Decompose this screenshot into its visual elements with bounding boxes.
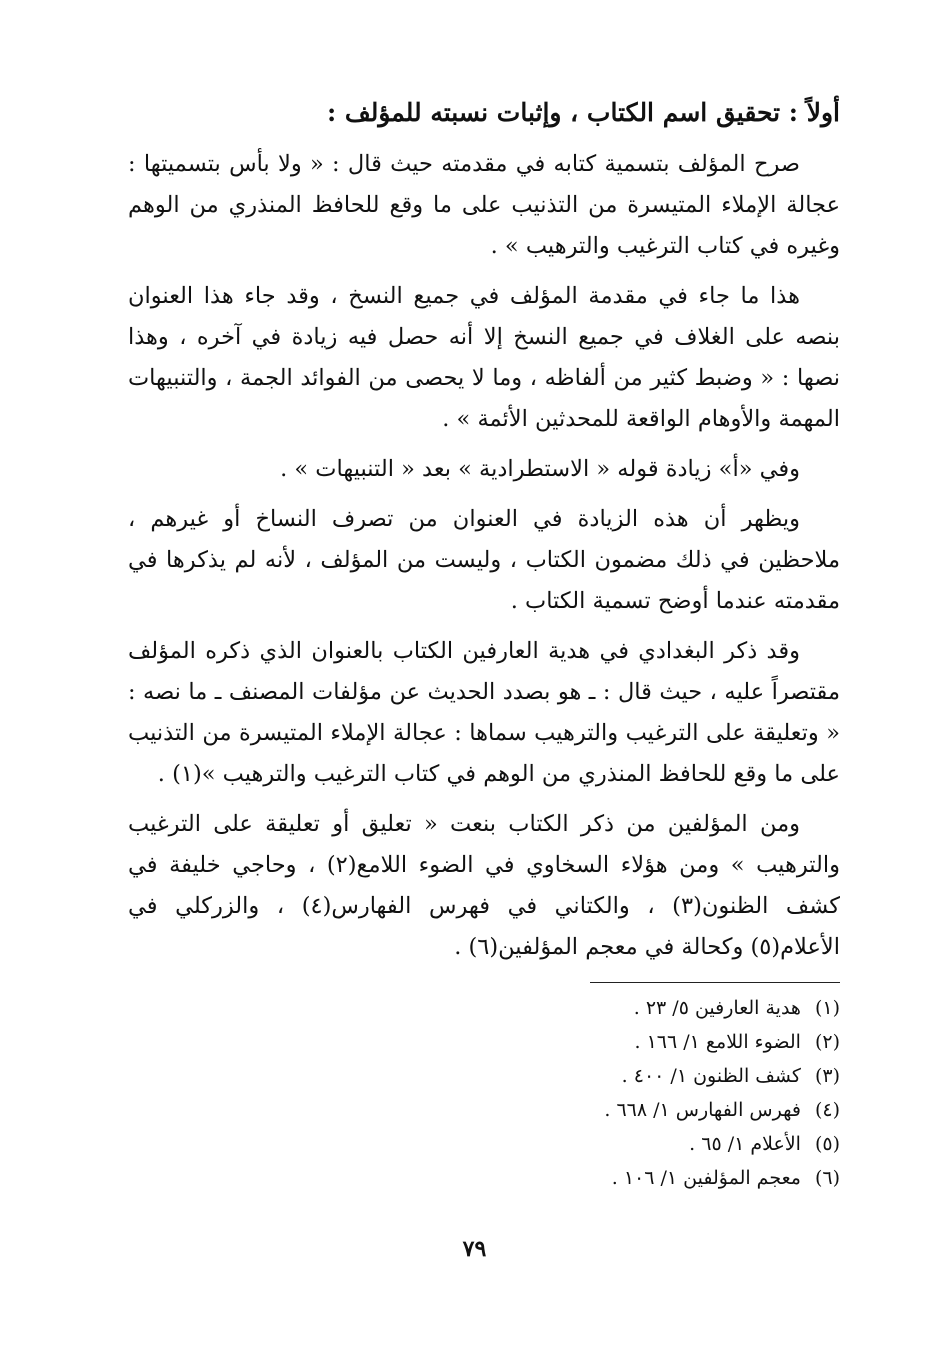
paragraph-6: ومن المؤلفين من ذكر الكتاب بنعت « تعليق أو تعليقة على الترغيب والترهيب » ومن هؤلاء السخاوي في الضوء اللامع(٢) ، وحاجي خليفة في كشف الظنون(٣) ، والكتاني في فهرس الفهارس(٤) ، والزركلي في الأعلام(٥) وكحالة في معجم المؤلفين(٦) . <box>128 811 841 960</box>
footnote-text: كشف الظنون ١/ ٤٠٠ . <box>621 1065 801 1087</box>
footnote-text: معجم المؤلفين ١/ ١٠٦ . <box>611 1167 801 1189</box>
paragraph-5: وقد ذكر البغدادي في هدية العارفين الكتاب بالعنوان الذي ذكره المؤلف مقتصراً عليه ، حيث قال : ـ هو بصدد الحديث عن مؤلفات المصنف ـ ما نصه : « وتعليقة على الترغيب والترهيب سماها : عجالة الإملاء المتيسرة من التذنيب على ما وقع للحافظ المنذري من الوهم في كتاب الترغيب والترهيب »(١) . <box>128 638 840 787</box>
footnote-divider <box>590 982 840 983</box>
footnote-item <box>128 991 840 1025</box>
footnote-item <box>128 1161 840 1195</box>
page-number: ٧٩ <box>462 1236 487 1262</box>
footnote-number: (٤) <box>814 1099 840 1121</box>
page-body <box>128 90 840 1195</box>
footnote-text: هدية العارفين ٥/ ٢٣ . <box>633 997 801 1019</box>
footnote-item <box>128 1093 840 1127</box>
footnote-number: (١) <box>814 997 840 1019</box>
footnote-text: الضوء اللامع ١/ ١٦٦ . <box>634 1031 801 1053</box>
footnote-item <box>128 1127 840 1161</box>
footnote-number: (٢) <box>814 1031 840 1053</box>
paragraph-4: ويظهر أن هذه الزيادة في العنوان من تصرف النساخ أو غيرهم ، ملاحظين في ذلك مضمون الكتاب ، وليست من المؤلف ، لأنه لم يذكرها في مقدمته عندما أوضح تسمية الكتاب . <box>128 506 840 614</box>
paragraph-1: صرح المؤلف بتسمية كتابه في مقدمته حيث قال : « ولا بأس بتسميتها : عجالة الإملاء المتيسرة من التذنيب على ما وقع للحافظ المنذري من الوهم وغيره في كتاب الترغيب والترهيب » . <box>128 151 840 259</box>
footnote-number: (٥) <box>814 1133 840 1155</box>
footnote-number: (٣) <box>814 1065 840 1087</box>
footnote-number: (٦) <box>814 1167 840 1189</box>
footnote-text: فهرس الفهارس ١/ ٦٦٨ . <box>604 1099 801 1121</box>
paragraph-3: وفي «أ» زيادة قوله « الاستطرادية » بعد « التنبيهات » . <box>280 456 800 482</box>
footnote-text: الأعلام ١/ ٦٥ . <box>689 1133 801 1155</box>
footnote-item <box>128 1059 840 1093</box>
footnotes-list <box>128 991 840 1195</box>
section-heading: أولاً : تحقيق اسم الكتاب ، وإثبات نسبته للمؤلف : <box>326 98 840 127</box>
paragraph-2: هذا ما جاء في مقدمة المؤلف في جميع النسخ ، وقد جاء هذا العنوان بنصه على الغلاف في جميع النسخ إلا أنه حصل فيه زيادة في آخره ، وهذا نصها : « وضبط كثير من ألفاظه ، وما لا يحصى من الفوائد الجمة ، والتنبيهات المهمة والأوهام الواقعة للمحدثين الأئمة » . <box>128 283 840 432</box>
footnote-item <box>128 1025 840 1059</box>
